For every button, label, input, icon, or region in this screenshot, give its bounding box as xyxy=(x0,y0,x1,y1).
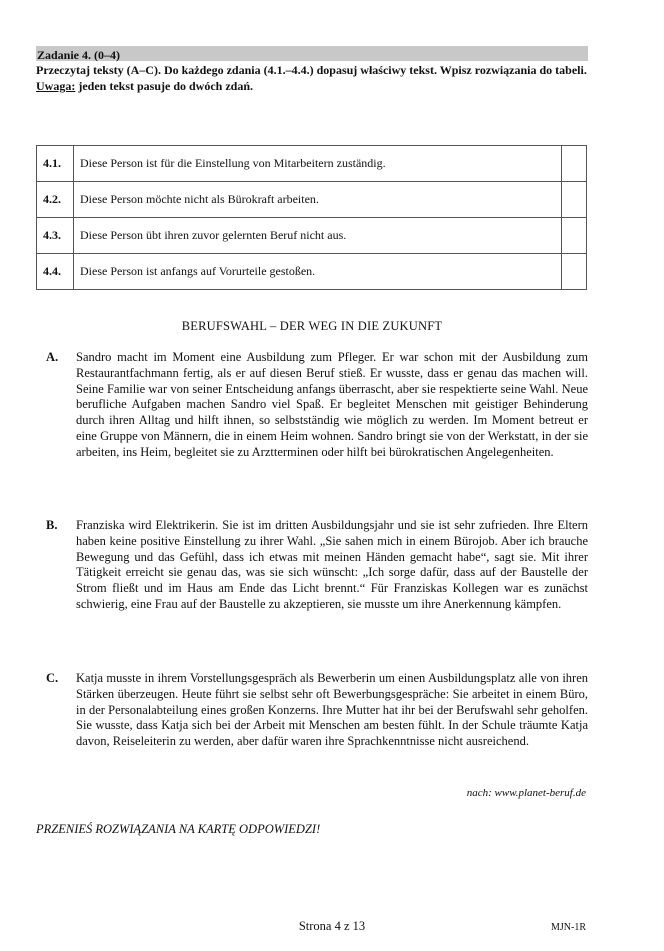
text-c xyxy=(36,671,588,750)
text-letter: C. xyxy=(46,671,59,685)
text-letter: B. xyxy=(46,518,58,532)
task-instruction-text: Przeczytaj teksty (A–C). Do każdego zdania (4.1.–4.4.) dopasuj właściwy tekst. Wpisz rozwiązania do tabeli. xyxy=(36,63,587,77)
text-letter: A. xyxy=(46,350,59,364)
article-title: BERUFSWAHL – DER WEG IN DIE ZUKUNFT xyxy=(181,319,443,333)
table-row xyxy=(37,254,587,290)
table-row xyxy=(37,146,587,182)
table-row xyxy=(37,218,587,254)
transfer-instruction: PRZENIEŚ ROZWIĄZANIA NA KARTĘ ODPOWIEDZI! xyxy=(36,822,321,836)
statement-number: 4.1. xyxy=(37,146,74,182)
task-heading: Zadanie 4. (0–4) xyxy=(37,48,121,62)
statement-number: 4.2. xyxy=(37,182,74,218)
table-row xyxy=(37,182,587,218)
text-body: Katja musste in ihrem Vorstellungsgespräch als Bewerberin um einen Ausbildungsplatz alle von ihren Stärken überzeugen. Heute führt sie selbst sehr oft Bewerbungsgespräche: Sie arbeitet in einem Büro, in der Personalabteilung eines großen Konzerns. Ihre Mutter hat ihr bei der Berufswahl sehr geholfen. Sie wusste, dass Katja sich bei der Arbeit mit Menschen am besten fühlt. In der Schule träumte Katja davon, Reiseleiterin zu werden, aber dafür waren ihre Sprachkenntnisse nicht ausreichend. xyxy=(76,671,588,749)
statement-text: Diese Person übt ihren zuvor gelernten Beruf nicht aus. xyxy=(74,218,562,254)
text-b xyxy=(36,518,588,613)
text-body: Franziska wird Elektrikerin. Sie ist im dritten Ausbildungsjahr und sie ist sehr zufrieden. Ihre Eltern haben keine positive Einstellung zu ihrer Wahl. „Sie sahen mich in einem Bürojob. Aber ich brauche Bewegung und das Gefühl, dass ich etwas mit meinen Händen gemacht habe“, sagt sie. Mit ihrer Tätigkeit erreicht sie genau das, was sie sich wünscht: „Ich sorge dafür, dass auf der Baustelle der Strom fließt und im Haus am Ende das Licht brennt.“ Für Franziskas Kollegen war es zunächst schwierig, eine Frau auf der Baustelle zu akzeptieren, sie musste um ihre Anerkennung kämpfen. xyxy=(76,518,588,611)
text-body: Sandro macht im Moment eine Ausbildung zum Pfleger. Er war schon mit der Ausbildung zum Restaurantfachmann fertig, als er auf diesen Beruf stieß. Er wusste, dass er genau das machen will. Seine Familie war von seiner Entscheidung anfangs überrascht, aber sie respektierte seine Wahl. Neue berufliche Aufgaben machen Sandro viel Spaß. Er begleitet Menschen mit geistiger Behinderung durch ihren Alltag und hilft ihnen, so selbstständig wie möglich zu werden. Im Moment betreut er eine Gruppe von Männern, die in einem Heim wohnen. Sandro bringt sie von der Werkstatt, in der sie arbeiten, ins Heim, begleitet sie zu Arztterminen oder hilft bei bürokratischen Angelegenheiten. xyxy=(76,350,588,459)
answer-cell[interactable] xyxy=(562,218,587,254)
source-citation: nach: www.planet-beruf.de xyxy=(466,787,586,799)
page-number: Strona 4 z 13 xyxy=(298,919,366,933)
text-a xyxy=(36,350,588,461)
answer-cell[interactable] xyxy=(562,182,587,218)
statements-table xyxy=(36,145,587,290)
task-note xyxy=(36,78,588,94)
note-text: jeden tekst pasuje do dwóch zdań. xyxy=(75,79,254,93)
statement-number: 4.3. xyxy=(37,218,74,254)
answer-cell[interactable] xyxy=(562,254,587,290)
statement-number: 4.4. xyxy=(37,254,74,290)
answer-cell[interactable] xyxy=(562,146,587,182)
exam-code: MJN-1R xyxy=(550,922,586,933)
note-label: Uwaga: xyxy=(36,79,76,93)
statement-text: Diese Person ist für die Einstellung von Mitarbeitern zuständig. xyxy=(74,146,562,182)
task-heading-bar xyxy=(36,46,588,61)
task-instructions xyxy=(36,62,588,94)
statement-text: Diese Person ist anfangs auf Vorurteile gestoßen. xyxy=(74,254,562,290)
statement-text: Diese Person möchte nicht als Bürokraft arbeiten. xyxy=(74,182,562,218)
